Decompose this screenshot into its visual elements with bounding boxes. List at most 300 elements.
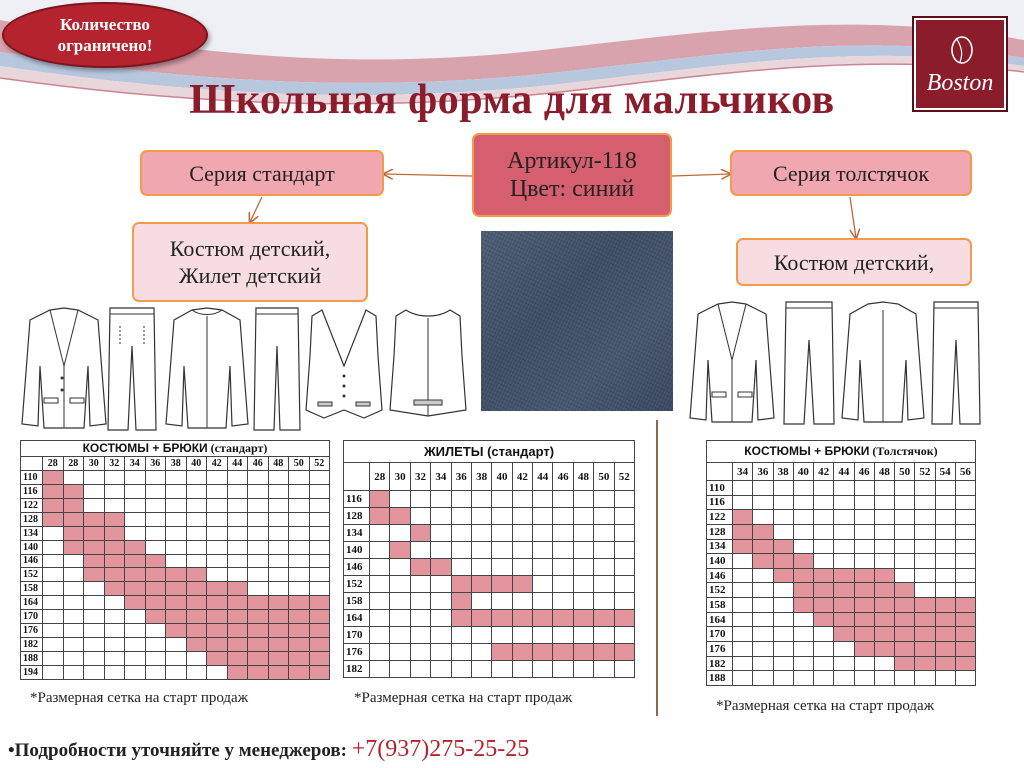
size-cell [955,656,975,671]
size-cell [166,582,187,596]
height-row-header: 128 [707,524,733,539]
size-cell [431,593,451,610]
size-cell [533,491,553,508]
size-cell [854,671,874,686]
size-column-header: 46 [854,463,874,481]
size-cell [410,661,430,678]
size-cell [227,526,248,540]
series-chubby-items [736,238,972,286]
size-cell [145,582,166,596]
size-cell [895,568,915,583]
size-column-header: 50 [289,457,310,471]
size-cell [533,627,553,644]
size-cell [733,642,753,657]
size-column-header: 38 [166,457,187,471]
size-cell [248,554,269,568]
size-cell [410,542,430,559]
size-cell [874,642,894,657]
size-cell [814,598,834,613]
size-cell [753,671,773,686]
size-cell [309,610,330,624]
size-cell [43,540,64,554]
size-cell [874,510,894,525]
size-cell [166,596,187,610]
size-cell [125,512,146,526]
size-cell [814,612,834,627]
height-row-header: 182 [707,656,733,671]
size-cell [289,498,310,512]
size-cell [471,593,491,610]
size-cell [431,644,451,661]
size-cell [854,539,874,554]
size-cell [935,539,955,554]
size-cell [935,495,955,510]
size-cell [773,583,793,598]
size-cell [207,554,228,568]
table-row [707,510,976,525]
size-cell [935,627,955,642]
size-cell [874,495,894,510]
size-cell [553,627,573,644]
size-cell [834,554,854,569]
size-cell [733,539,753,554]
table-row [21,498,330,512]
size-cell [854,627,874,642]
size-cell [207,512,228,526]
size-cell [935,554,955,569]
size-cell [309,638,330,652]
size-cell [773,612,793,627]
size-cell [248,624,269,638]
size-cell [814,554,834,569]
size-cell [793,671,813,686]
size-cell [166,610,187,624]
size-cell [594,627,614,644]
size-cell [125,624,146,638]
size-cell [63,582,84,596]
size-cell [471,525,491,542]
size-cell [895,554,915,569]
size-cell [104,526,125,540]
size-cell [814,671,834,686]
size-cell [451,508,471,525]
size-cell [390,491,410,508]
size-cell [915,583,935,598]
size-cell [451,525,471,542]
size-cell [573,559,593,576]
size-cell [594,542,614,559]
article-color: Цвет: синий [509,176,635,202]
size-cell [573,491,593,508]
size-cell [834,598,854,613]
size-cell [145,512,166,526]
size-note-1: *Размерная сетка на старт продаж [30,690,249,706]
size-cell [431,559,451,576]
size-cell [390,610,410,627]
size-cell [874,656,894,671]
size-cell [834,583,854,598]
table-row [21,638,330,652]
height-row-header: 140 [707,554,733,569]
size-cell [753,495,773,510]
size-cell [451,610,471,627]
size-cell [573,644,593,661]
height-row-header: 164 [344,610,370,627]
size-cell [594,576,614,593]
size-cell [125,484,146,498]
size-cell [207,610,228,624]
size-cell [227,471,248,485]
size-column-header: 36 [451,463,471,491]
size-cell [935,612,955,627]
height-row-header: 122 [21,498,43,512]
size-cell [63,624,84,638]
size-cell [268,665,289,679]
height-row-header: 140 [21,540,43,554]
height-row-header: 152 [21,568,43,582]
size-cell [125,540,146,554]
height-row-header: 158 [21,582,43,596]
size-cell [451,661,471,678]
size-cell [492,627,512,644]
size-cell [793,554,813,569]
size-cell [553,542,573,559]
size-column-header: 34 [125,457,146,471]
table-title [21,441,330,457]
size-cell [309,665,330,679]
size-cell [793,612,813,627]
height-row-header: 170 [344,627,370,644]
size-column-header: 42 [512,463,532,491]
size-cell [512,525,532,542]
size-cell [227,582,248,596]
size-cell [573,508,593,525]
size-cell [84,484,105,498]
size-cell [533,610,553,627]
size-cell [451,542,471,559]
size-cell [955,642,975,657]
size-cell [854,481,874,496]
size-cell [834,612,854,627]
size-cell [573,542,593,559]
article-box [472,133,672,217]
size-cell [814,642,834,657]
size-cell [43,484,64,498]
size-cell [370,576,390,593]
size-cell [753,510,773,525]
size-cell [227,540,248,554]
size-cell [431,627,451,644]
size-cell [268,498,289,512]
size-cell [471,576,491,593]
size-cell [370,661,390,678]
size-cell [390,644,410,661]
height-row-header: 110 [21,471,43,485]
size-cell [248,651,269,665]
height-row-header: 128 [344,508,370,525]
footer-phone[interactable]: +7(937)275-25-25 [351,736,530,762]
height-row-header: 182 [21,638,43,652]
size-cell [594,644,614,661]
size-cell [614,644,635,661]
size-cell [309,526,330,540]
table-row [344,491,635,508]
size-cell [63,526,84,540]
size-cell [733,568,753,583]
size-cell [227,651,248,665]
size-cell [410,627,430,644]
size-cell [186,624,207,638]
size-cell [793,627,813,642]
size-cell [834,510,854,525]
size-cell [793,656,813,671]
size-cell [289,624,310,638]
size-cell [268,471,289,485]
series-standard-label [140,150,384,196]
size-cell [733,510,753,525]
size-column-header: 44 [834,463,854,481]
size-cell [594,661,614,678]
size-cell [471,627,491,644]
size-cell [915,481,935,496]
size-cell [753,524,773,539]
size-cell [166,471,187,485]
size-cell [834,495,854,510]
size-cell [309,512,330,526]
table-row [21,624,330,638]
height-row-header: 182 [344,661,370,678]
size-cell [814,583,834,598]
table-row [707,495,976,510]
size-column-header: 48 [573,463,593,491]
size-cell [309,554,330,568]
size-cell [895,627,915,642]
size-cell [289,526,310,540]
size-cell [84,624,105,638]
table-row [21,554,330,568]
size-cell [145,526,166,540]
size-cell [733,583,753,598]
size-cell [955,539,975,554]
size-cell [370,593,390,610]
size-cell [227,568,248,582]
table-row [707,612,976,627]
size-cell [895,524,915,539]
size-column-header: 36 [753,463,773,481]
size-cell [573,576,593,593]
height-row-header: 140 [344,542,370,559]
size-cell [533,576,553,593]
size-cell [854,524,874,539]
size-cell [186,526,207,540]
size-cell [390,525,410,542]
size-column-header: 28 [370,463,390,491]
size-cell [512,542,532,559]
size-cell [410,644,430,661]
size-cell [471,491,491,508]
table-row [21,610,330,624]
size-cell [614,627,635,644]
size-column-header: 50 [594,463,614,491]
size-cell [125,526,146,540]
size-cell [410,508,430,525]
size-cell [390,576,410,593]
size-cell [309,471,330,485]
size-cell [854,583,874,598]
table-row [344,576,635,593]
size-cell [410,576,430,593]
size-cell [248,540,269,554]
size-cell [753,481,773,496]
size-column-header: 52 [614,463,635,491]
table-row [344,525,635,542]
size-cell [63,512,84,526]
size-cell [309,624,330,638]
size-cell [935,656,955,671]
trousers-front-sketch [106,306,158,432]
height-row-header: 158 [344,593,370,610]
size-cell [854,510,874,525]
size-cell [289,540,310,554]
size-cell [935,671,955,686]
size-column-header: 34 [431,463,451,491]
size-cell [268,526,289,540]
size-cell [773,495,793,510]
size-cell [915,671,935,686]
size-cell [370,542,390,559]
size-cell [289,651,310,665]
size-table-suits-standard [20,440,330,680]
size-column-header: 52 [915,463,935,481]
size-cell [471,610,491,627]
size-cell [207,596,228,610]
table-row [21,568,330,582]
table-row [344,559,635,576]
size-cell [248,665,269,679]
table-row [707,627,976,642]
size-cell [125,498,146,512]
logo-text: Boston [926,70,994,96]
size-cell [166,512,187,526]
size-cell [289,596,310,610]
height-row-header: 188 [707,671,733,686]
size-cell [451,627,471,644]
size-cell [186,512,207,526]
header-corner [21,457,43,471]
size-cell [186,582,207,596]
size-cell [773,568,793,583]
size-cell [814,656,834,671]
size-cell [733,656,753,671]
size-cell [773,554,793,569]
size-cell [492,610,512,627]
size-column-header: 56 [955,463,975,481]
size-cell [207,665,228,679]
size-cell [451,491,471,508]
size-cell [895,539,915,554]
size-cell [614,610,635,627]
size-cell [915,539,935,554]
size-cell [63,665,84,679]
size-cell [533,661,553,678]
series-chubby-text: Серия толстячок [772,160,930,186]
size-cell [63,471,84,485]
height-row-header: 188 [21,651,43,665]
size-cell [268,512,289,526]
size-cell [268,638,289,652]
size-cell [370,627,390,644]
size-cell [512,576,532,593]
size-cell [614,661,635,678]
size-cell [227,596,248,610]
size-cell [84,498,105,512]
size-cell [773,627,793,642]
size-cell [594,610,614,627]
size-cell [854,612,874,627]
size-cell [43,568,64,582]
size-cell [773,671,793,686]
size-cell [834,656,854,671]
table-subtitle: (Толстячок) [869,444,938,458]
size-cell [915,627,935,642]
size-note-3: *Размерная сетка на старт продаж [716,698,935,714]
jacket-front-sketch [20,306,108,432]
size-cell [125,554,146,568]
size-cell [227,498,248,512]
size-cell [43,624,64,638]
page-title: Школьная форма для мальчиков [189,77,835,123]
size-cell [512,661,532,678]
size-cell [492,661,512,678]
size-cell [390,508,410,525]
size-cell [814,627,834,642]
size-cell [753,583,773,598]
size-cell [955,510,975,525]
size-cell [733,627,753,642]
size-cell [915,642,935,657]
size-cell [309,484,330,498]
size-cell [125,610,146,624]
size-cell [753,568,773,583]
table-row [707,568,976,583]
size-cell [935,598,955,613]
size-cell [753,598,773,613]
size-cell [268,484,289,498]
size-cell [309,582,330,596]
size-cell [227,554,248,568]
size-cell [874,524,894,539]
size-cell [573,525,593,542]
chubby-item-suit: Костюм детский, [773,249,935,275]
size-cell [104,568,125,582]
size-cell [773,481,793,496]
size-cell [104,471,125,485]
size-cell [166,498,187,512]
table-title-text: ЖИЛЕТЫ (стандарт) [423,444,555,459]
size-cell [227,610,248,624]
size-cell [289,484,310,498]
size-column-header: 30 [84,457,105,471]
size-cell [733,481,753,496]
height-row-header: 134 [21,526,43,540]
size-cell [268,582,289,596]
size-cell [935,510,955,525]
size-cell [773,642,793,657]
series-standard-text: Серия стандарт [189,160,335,186]
size-cell [248,596,269,610]
size-cell [268,554,289,568]
size-cell [753,627,773,642]
